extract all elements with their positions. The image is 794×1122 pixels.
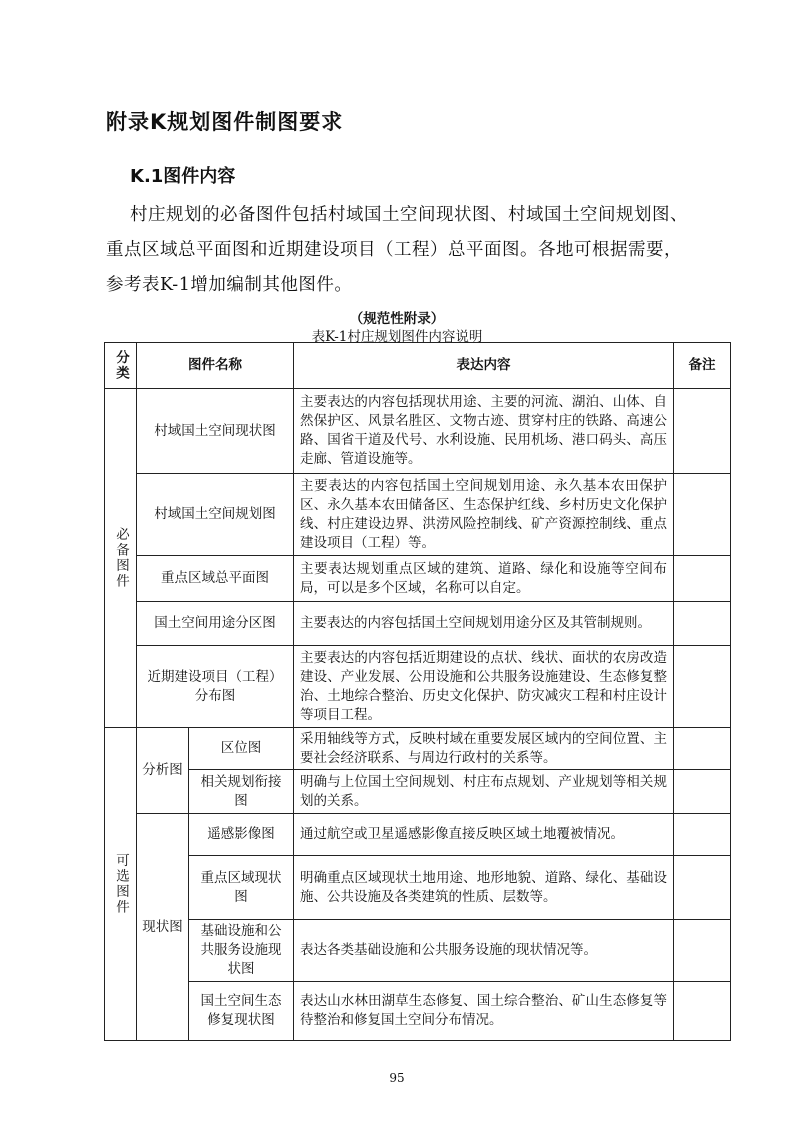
remark-cell: [674, 770, 731, 814]
remark-cell: [674, 474, 731, 556]
table-caption-title: 表K-1村庄规划图件内容说明: [311, 329, 483, 345]
table-caption-normative: （规范性附录）: [349, 311, 445, 327]
figure-name: 基础设施和公共服务设施现状图: [189, 920, 294, 982]
figure-name: 近期建设项目（工程）分布图: [137, 646, 294, 728]
header-content: 表达内容: [294, 343, 674, 389]
table-row: [105, 389, 731, 474]
figure-content: 主要表达的内容包括近期建设的点状、线状、面状的农房改造建设、产业发展、公用设施和公共服务设施建设、生态修复整治、土地综合整治、历史文化保护、防灾减灾工程和村庄设计等项目工程。: [294, 646, 674, 728]
figure-content: 采用轴线等方式，反映村域在重要发展区域内的空间位置、主要社会经济联系、与周边行政村的关系等。: [294, 728, 674, 770]
figure-name: 区位图: [189, 728, 294, 770]
figure-name: 村域国土空间规划图: [137, 474, 294, 556]
table-row: [105, 920, 731, 982]
figure-content: 明确重点区域现状土地用途、地形地貌、道路、绿化、基础设施、公共设施及各类建筑的性质、层数等。: [294, 856, 674, 920]
figure-name: 重点区域现状图: [189, 856, 294, 920]
paragraph-line-1: 村庄规划的必备图件包括村域国土空间现状图、村域国土空间规划图、: [130, 205, 688, 225]
table-row: [105, 646, 731, 728]
remark-cell: [674, 389, 731, 474]
group-optional: 可选图件: [105, 728, 137, 1041]
table-row: [105, 474, 731, 556]
paragraph-line-3: 参考表K-1增加编制其他图件。: [106, 275, 353, 295]
remark-cell: [674, 814, 731, 856]
table-row: [105, 856, 731, 920]
remark-cell: [674, 556, 731, 602]
header-category: 分类: [105, 343, 137, 389]
appendix-title: 附录K规划图件制图要求: [106, 110, 344, 134]
figure-name: 相关规划衔接图: [189, 770, 294, 814]
figure-content: 主要表达规划重点区域的建筑、道路、绿化和设施等空间布局，可以是多个区域，名称可以自定。: [294, 556, 674, 602]
remark-cell: [674, 646, 731, 728]
header-remark: 备注: [674, 343, 731, 389]
table-header-row: [105, 343, 731, 389]
table-row: [105, 556, 731, 602]
paragraph-line-2: 重点区域总平面图和近期建设项目（工程）总平面图。各地可根据需要，: [106, 240, 682, 260]
remark-cell: [674, 982, 731, 1041]
figure-content: 通过航空或卫星遥感影像直接反映区域土地覆被情况。: [294, 814, 674, 856]
figure-content: 主要表达的内容包括国土空间规划用途分区及其管制规则。: [294, 602, 674, 646]
figure-content: 表达山水林田湖草生态修复、国土综合整治、矿山生态修复等待整治和修复国土空间分布情况。: [294, 982, 674, 1041]
remark-cell: [674, 920, 731, 982]
figure-content: 明确与上位国土空间规划、村庄布点规划、产业规划等相关规划的关系。: [294, 770, 674, 814]
table-row: [105, 728, 731, 770]
table-row: [105, 770, 731, 814]
figure-name: 国土空间生态修复现状图: [189, 982, 294, 1041]
remark-cell: [674, 728, 731, 770]
group-required: 必备图件: [105, 389, 137, 728]
remark-cell: [674, 856, 731, 920]
header-figure-name: 图件名称: [137, 343, 294, 389]
figure-name: 国土空间用途分区图: [137, 602, 294, 646]
table-row: [105, 982, 731, 1041]
remark-cell: [674, 602, 731, 646]
section-heading: K.1图件内容: [130, 166, 236, 187]
figure-content: 主要表达的内容包括现状用途、主要的河流、湖泊、山体、自然保护区、风景名胜区、文物古迹、贯穿村庄的铁路、高速公路、国省干道及代号、水利设施、民用机场、港口码头、高压走廊、管道设施等。: [294, 389, 674, 474]
figure-content-table: [104, 342, 731, 1041]
subgroup-analysis: 分析图: [137, 728, 189, 814]
figure-name: 村域国土空间现状图: [137, 389, 294, 474]
figure-name: 遥感影像图: [189, 814, 294, 856]
table-row: [105, 814, 731, 856]
subgroup-status: 现状图: [137, 814, 189, 1041]
figure-name: 重点区域总平面图: [137, 556, 294, 602]
figure-content: 主要表达的内容包括国土空间规划用途、永久基本农田保护区、永久基本农田储备区、生态保护红线、乡村历史文化保护线、村庄建设边界、洪涝风险控制线、矿产资源控制线、重点建设项目（工程）等。: [294, 474, 674, 556]
page-number: 95: [389, 1071, 405, 1085]
table-row: [105, 602, 731, 646]
figure-content: 表达各类基础设施和公共服务设施的现状情况等。: [294, 920, 674, 982]
